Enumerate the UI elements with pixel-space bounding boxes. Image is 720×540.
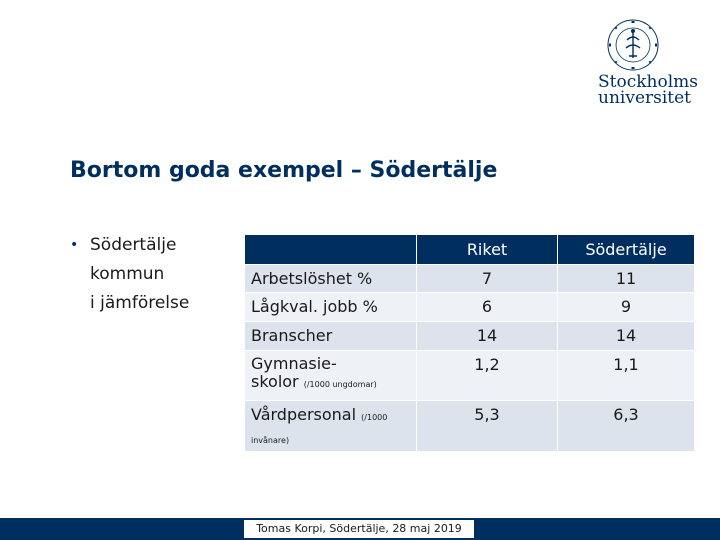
bullet-line-3: i jämförelse [90, 293, 190, 313]
header-sodertalje: Södertälje [558, 235, 695, 265]
logo-line-2: universitet [598, 88, 692, 108]
table-row [245, 401, 695, 452]
bullet-line-1: Södertälje [90, 235, 177, 255]
row-label: Lågkval. jobb % [245, 293, 417, 322]
riket-value: 6 [417, 293, 558, 322]
row-label: Arbetslöshet % [245, 265, 417, 293]
header-riket: Riket [417, 235, 558, 265]
sodertalje-value: 6,3 [558, 401, 695, 452]
header-blank [245, 235, 417, 265]
bullet-line-2: kommun [90, 264, 165, 284]
row-label [245, 401, 417, 452]
row-label-note: (/1000 ungdomar) [303, 380, 377, 389]
row-label-note-a: (/1000 [361, 413, 388, 422]
sodertalje-value: 1,1 [558, 351, 695, 401]
slide-title: Bortom goda exempel – Södertälje [70, 158, 498, 183]
riket-value: 1,2 [417, 351, 558, 401]
sodertalje-value: 9 [558, 293, 695, 322]
bullet-icon: • [70, 237, 79, 253]
row-label-line-1: Gymnasie- [251, 354, 337, 373]
row-label-text: Vårdpersonal [251, 405, 357, 424]
row-label [245, 351, 417, 401]
table-header-row [245, 235, 695, 265]
footer-text: Tomas Korpi, Södertälje, 28 maj 2019 [244, 520, 474, 538]
row-label-note-b: invånare) [251, 436, 290, 445]
table-row [245, 293, 695, 322]
row-label: Branscher [245, 322, 417, 351]
sodertalje-value: 14 [558, 322, 695, 351]
table-row [245, 265, 695, 293]
riket-value: 7 [417, 265, 558, 293]
table-row [245, 351, 695, 401]
university-seal-icon [606, 18, 660, 72]
university-logo [598, 18, 698, 108]
riket-value: 14 [417, 322, 558, 351]
comparison-table [244, 234, 695, 452]
riket-value: 5,3 [417, 401, 558, 452]
row-label-line-2: skolor [251, 372, 299, 391]
bullet-point [70, 231, 189, 318]
table-row [245, 322, 695, 351]
footer-bar [0, 518, 720, 540]
logo-line-1: Stockholms [598, 72, 698, 92]
sodertalje-value: 11 [558, 265, 695, 293]
